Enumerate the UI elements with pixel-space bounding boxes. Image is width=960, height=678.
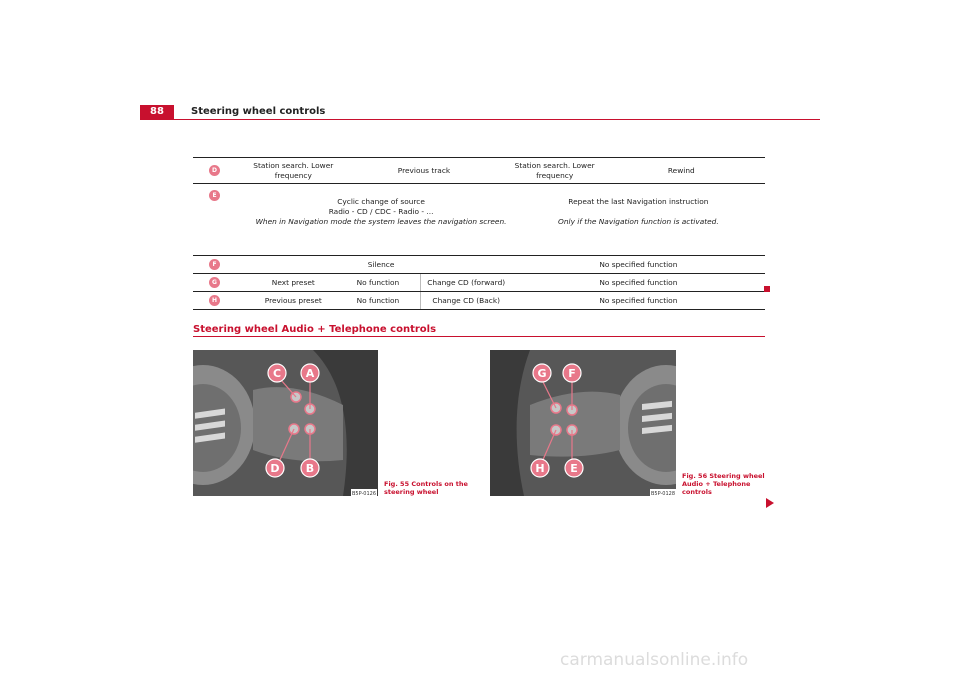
figure-code: B5P-0126 — [351, 491, 377, 496]
section-rule — [193, 336, 765, 337]
caption-line: steering wheel — [384, 488, 439, 496]
page-number: 88 — [140, 105, 174, 119]
callout-g: G — [537, 367, 547, 380]
cell-note-text: Only if the Navigation function is activated. — [558, 217, 719, 226]
section-title: Steering wheel Audio + Telephone controls — [193, 324, 437, 335]
table-cell: Station search. Lower frequency — [512, 158, 598, 184]
table-row — [193, 274, 765, 292]
table-cell: No specified function — [512, 292, 765, 310]
controls-table — [193, 157, 765, 310]
table-cell: No specified function — [512, 274, 765, 292]
cell-note-text: When in Navigation mode the system leaves the navigation screen. — [255, 217, 507, 226]
cell-line: Cyclic change of source — [337, 197, 425, 206]
next-page-arrow-icon — [766, 498, 774, 508]
key-badge-g: G — [209, 277, 220, 288]
row-key — [193, 158, 250, 184]
key-badge-e: E — [209, 190, 220, 201]
cell-line: Radio - CD / CDC - Radio - ... — [328, 207, 434, 216]
callout-c: C — [272, 367, 282, 380]
figure-56-steering-wheel-image — [490, 350, 676, 496]
cell-line: Repeat the last Navigation instruction — [568, 197, 709, 206]
header-rule — [140, 119, 820, 120]
row-key — [193, 274, 250, 292]
table-cell: Next preset — [250, 274, 336, 292]
end-of-section-marker — [764, 286, 770, 292]
callout-b: B — [305, 462, 315, 475]
key-badge-h: H — [209, 295, 220, 306]
table-cell: Change CD (Back) — [420, 292, 512, 310]
table-cell — [512, 184, 765, 256]
table-cell: Station search. Lower frequency — [250, 158, 336, 184]
table-cell: No specified function — [512, 256, 765, 274]
row-key — [193, 292, 250, 310]
callout-e: E — [570, 462, 578, 475]
figure-code: B5P-0128 — [650, 491, 676, 496]
figure-55-steering-wheel-image — [193, 350, 378, 496]
cell-note — [514, 217, 763, 227]
page-header-title: Steering wheel controls — [191, 106, 326, 117]
table-row — [193, 158, 765, 184]
cell-note — [252, 217, 509, 227]
figure-55-caption — [384, 480, 468, 496]
table-row — [193, 256, 765, 274]
row-key — [193, 256, 250, 274]
table-cell: No function — [336, 292, 420, 310]
table-row — [193, 292, 765, 310]
caption-line: Fig. 56 Steering wheel — [682, 472, 765, 480]
caption-line: Fig. 55 Controls on the — [384, 480, 468, 488]
caption-line: controls — [682, 488, 712, 496]
table-cell — [250, 184, 511, 256]
row-key — [193, 184, 250, 256]
table-cell: Previous track — [336, 158, 512, 184]
cell-spacer — [514, 207, 763, 217]
watermark: carmanualsonline.info — [560, 650, 749, 670]
callout-a: A — [305, 367, 315, 380]
table-cell: Rewind — [598, 158, 765, 184]
table-cell: Silence — [250, 256, 511, 274]
callout-f: F — [568, 367, 576, 380]
table-row — [193, 184, 765, 256]
callout-d: D — [270, 462, 280, 475]
key-badge-f: F — [209, 259, 220, 270]
figure-56-caption — [682, 472, 765, 496]
key-badge-d: D — [209, 165, 220, 176]
table-cell: No function — [336, 274, 420, 292]
table-cell: Previous preset — [250, 292, 336, 310]
caption-line: Audio + Telephone — [682, 480, 751, 488]
callout-h: H — [535, 462, 545, 475]
table-cell: Change CD (forward) — [420, 274, 512, 292]
